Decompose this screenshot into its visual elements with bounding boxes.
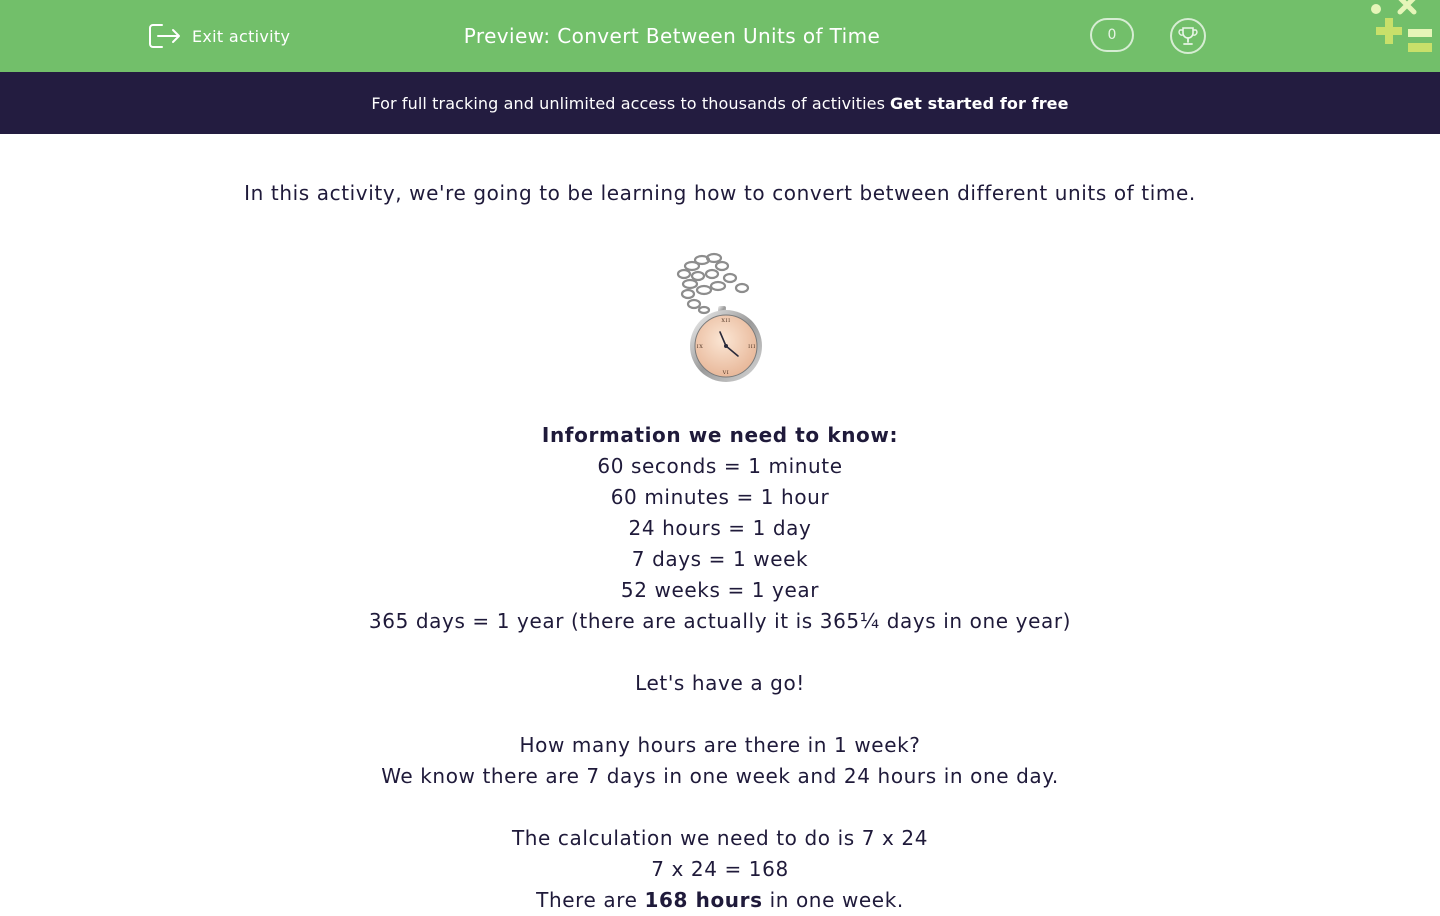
info-heading: Information we need to know: [541,423,899,447]
fact-line: 60 seconds = 1 minute [597,454,843,478]
trophy-icon [1177,25,1199,47]
page-title: Preview: Convert Between Units of Time [463,24,881,48]
fact-line: 52 weeks = 1 year [620,578,820,602]
svg-text:III: III [748,344,756,350]
pocket-watch-image [668,248,772,384]
fact-line: 7 days = 1 week [631,547,809,571]
score-badge: 0 [1090,18,1134,52]
svg-text:IX: IX [696,344,704,350]
fact-line: 60 minutes = 1 hour [610,485,830,509]
lets-go-text: Let's have a go! [635,671,805,695]
answer-text: There are 168 hours in one week. [536,888,904,912]
info-section [0,420,1440,916]
exit-activity-button[interactable] [148,20,290,52]
fact-line: 365 days = 1 year (there are actually it is 365¼ days in one year) [368,609,1072,633]
svg-text:XII: XII [721,318,731,324]
top-bar [0,0,1440,72]
banner-text: For full tracking and unlimited access to thousands of activities [371,93,886,113]
signup-banner [0,72,1440,134]
calculation-intro: The calculation we need to do is 7 x 24 [511,826,929,850]
reasoning-text: We know there are 7 days in one week and 24 hours in one day. [381,764,1059,788]
brand-logo-icon [1366,0,1440,60]
exit-activity-label: Exit activity [192,26,291,46]
calculation-text: 7 x 24 = 168 [651,857,789,881]
trophy-button[interactable] [1170,18,1206,54]
svg-text:VI: VI [722,370,730,376]
intro-text: In this activity, we're going to be learning how to convert between different units of time. [244,181,1196,205]
fact-line: 24 hours = 1 day [628,516,812,540]
question-text: How many hours are there in 1 week? [519,733,921,757]
exit-icon [148,22,182,50]
get-started-link[interactable]: Get started for free [890,93,1069,113]
